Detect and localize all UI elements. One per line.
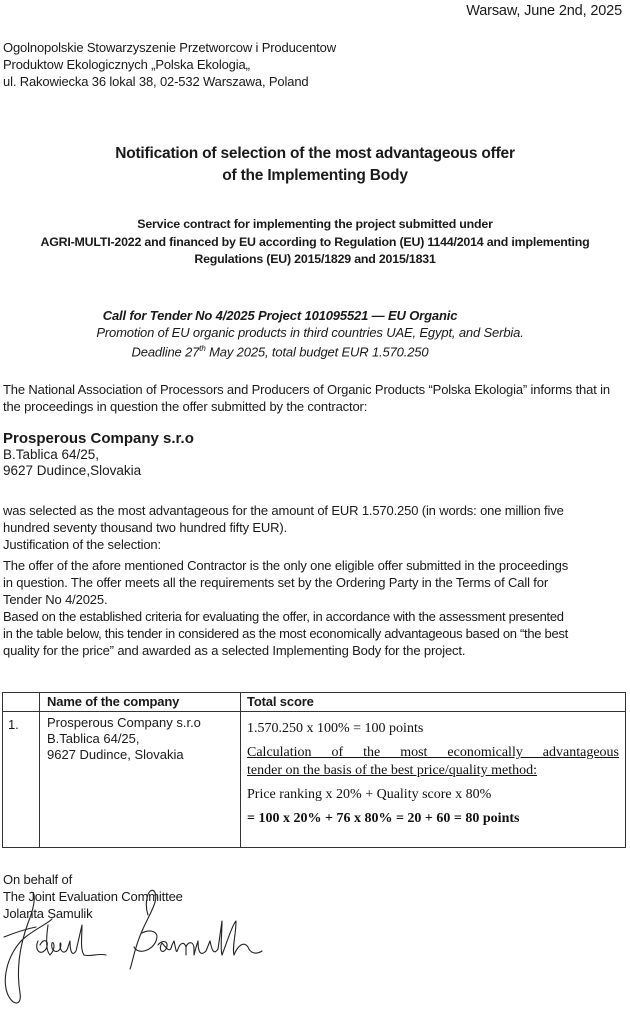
call-description: Promotion of EU organic products in third countries UAE, Egypt, and Serbia. <box>96 324 524 340</box>
calculation-heading-line: Calculation of the most economically advantageous <box>247 745 619 760</box>
signature-stroke <box>37 925 106 956</box>
deadline-prefix: Deadline 27 <box>131 344 200 360</box>
deadline-ordinal: th <box>199 344 206 353</box>
sender-line: Ogolnopolskie Stowarzyszenie Przetworcow i Producentow <box>3 40 336 55</box>
justification-text <box>3 557 627 659</box>
header-total-score: Total score <box>247 694 314 709</box>
intro-paragraph: The National Association of Processors and Producers of Organic Products “Polska Ekologia” informs that in the proceedings in question the offer submitted by the contractor: <box>3 382 610 414</box>
cell-total-score <box>247 720 619 828</box>
call-deadline <box>0 341 630 361</box>
signature-stroke <box>5 892 52 1003</box>
justification-line: Based on the established criteria for evaluating the offer, in accordance with the assessment presented <box>3 609 564 624</box>
signer-name: Jolanta Samulik <box>3 906 93 921</box>
contractor-name: Prosperous Company s.r.o <box>3 430 194 447</box>
contractor-address-line: 9627 Dudince,Slovakia <box>3 463 142 478</box>
call-for-tender <box>0 308 630 361</box>
selection-line: was selected as the most advantageous for the amount of EUR 1.570.250 (in words: one million five <box>3 503 564 518</box>
selection-statement <box>3 502 625 553</box>
sender-line: Produktow Ekologicznych „Polska Ekologia„ <box>3 57 250 72</box>
subtitle-line: Service contract for implementing the project submitted under <box>137 217 493 231</box>
justification-line: in question. The offer meets all the requirements set by the Ordering Party in the Terms of Call for <box>3 575 548 590</box>
subtitle-line: Regulations (EU) 2015/1829 and 2015/1831 <box>194 252 436 266</box>
header-company-name: Name of the company <box>47 694 180 709</box>
company-line: B.Tablica 64/25, <box>47 731 140 746</box>
calculation-heading <box>247 744 619 780</box>
document-title <box>0 143 630 187</box>
row-number: 1. <box>8 717 19 732</box>
handwritten-signature <box>0 885 270 1010</box>
document-subtitle <box>0 216 630 269</box>
on-behalf-label: On behalf of <box>3 872 73 887</box>
sender-line: ul. Rakowiecka 36 lokal 38, 02-532 Warszawa, Poland <box>3 74 309 89</box>
calculation-heading-line: tender on the basis of the best price/quality method: <box>247 763 538 778</box>
selection-line: hundred seventy thousand two hundred fifty EUR). <box>3 520 288 535</box>
letter-date: Warsaw, June 2nd, 2025 <box>466 3 622 19</box>
justification-line: in the table below, this tender in considered as the most economically advantageous based on “the best <box>3 626 568 641</box>
table-header-divider <box>3 711 625 712</box>
price-score: 1.570.250 x 100% = 100 points <box>247 721 424 736</box>
signature-stroke <box>134 921 262 955</box>
table-column-divider <box>39 693 40 847</box>
subtitle-line: AGRI-MULTI-2022 and financed by EU according to Regulation (EU) 1144/2014 and implementing <box>40 234 590 249</box>
cell-company <box>47 715 201 763</box>
company-line: Prosperous Company s.r.o <box>47 715 201 730</box>
title-line: of the Implementing Body <box>222 167 408 184</box>
justification-line: The offer of the afore mentioned Contractor is the only one eligible offer submitted in the proceedings <box>3 558 569 573</box>
committee-name: The Joint Evaluation Committee <box>3 889 183 904</box>
evaluation-table <box>2 692 626 848</box>
justification-line: Tender No 4/2025. <box>3 592 108 607</box>
justification-line: quality for the price” and awarded as a selected Implementing Body for the project. <box>3 643 466 658</box>
table-column-divider <box>240 693 241 847</box>
sender-address <box>3 39 423 90</box>
company-line: 9627 Dudince, Slovakia <box>47 747 184 762</box>
calculation-formula: Price ranking x 20% + Quality score x 80% <box>247 787 492 802</box>
contractor-block <box>3 430 303 479</box>
signature-stroke <box>4 927 36 937</box>
calculation-result: = 100 x 20% + 76 x 80% = 20 + 60 = 80 points <box>247 811 520 826</box>
signature-stroke <box>130 890 156 969</box>
title-line: Notification of selection of the most advantageous offer <box>115 145 515 162</box>
call-title: Call for Tender No 4/2025 Project 101095521 — EU Organic <box>102 308 458 323</box>
justification-label: Justification of the selection: <box>3 537 161 552</box>
deadline-suffix: May 2025, total budget EUR 1.570.250 <box>205 344 429 360</box>
contractor-address-line: B.Tablica 64/25, <box>3 447 100 462</box>
